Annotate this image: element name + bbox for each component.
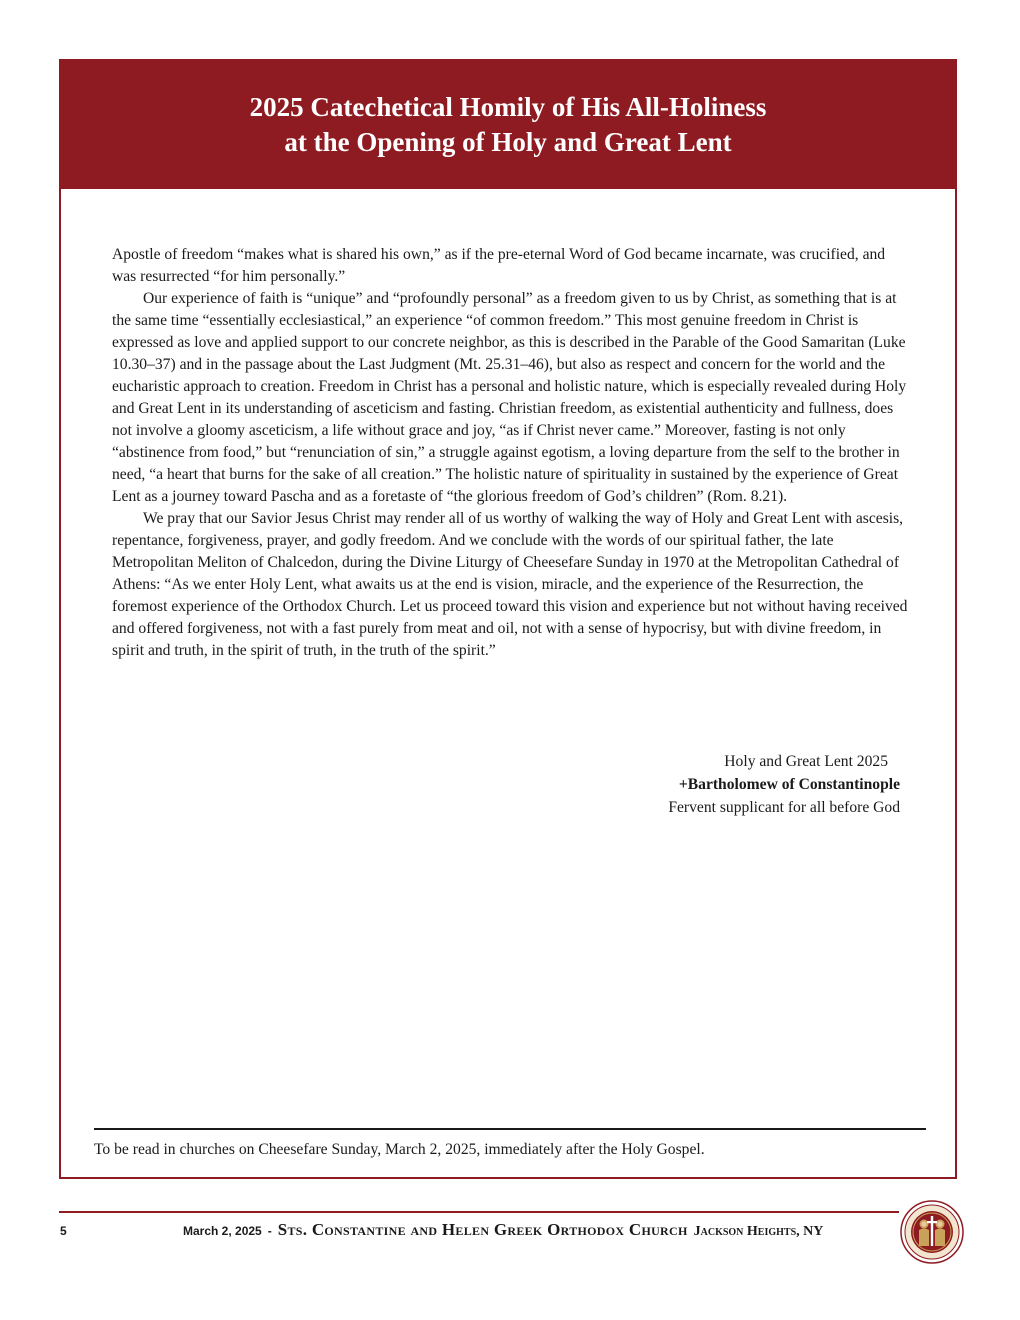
signature-title: Fervent supplicant for all before God [668,799,900,816]
footnote: To be read in churches on Cheesefare Sunday, March 2, 2025, immediately after the Holy Gospel. [94,1141,705,1158]
homily-body [112,244,912,662]
signature-block [560,750,900,819]
signature-name: +Bartholomew of Constantinople [678,776,900,793]
footer-separator: - [267,1224,272,1238]
footer-date: March 2, 2025 [183,1224,262,1238]
footer-line [183,1220,823,1240]
page-title-line-2: at the Opening of Holy and Great Lent [284,127,732,157]
body-paragraph: Apostle of freedom “makes what is shared his own,” as if the pre-eternal Word of God became incarnate, was crucified, and was resurrected “for him personally.” [112,246,886,285]
page-title-line-1: 2025 Catechetical Homily of His All-Holiness [249,92,767,122]
church-seal-icon [900,1200,964,1264]
body-paragraph: Our experience of faith is “unique” and “profoundly personal” as a freedom given to us by Christ, as something that is at the same time “essentially ecclesiastical,” an experience “of common freedom.” This most genuine freedom in Christ is expressed as love and applied support to our concrete neighbor, as this is described in the Parable of the Good Samaritan (Luke 10.30–37) and in the passage about the Last Judgment (Mt. 25.31–46), but also as respect and concern for the world and the eucharistic approach to creation. Freedom in Christ has a personal and holistic nature, which is especially revealed during Holy and Great Lent in its understanding of asceticism and fasting. Christian freedom, as existential authenticity and fullness, does not involve a gloomy asceticism, a life without grace and joy, “as if Christ never came.” Moreover, fasting is not only “abstinence from food,” but “renunciation of sin,” a struggle against egotism, a loving departure from the self to the brother in need, “a heart that burns for the sake of all creation.” The holistic nature of spirituality in sustained by the experience of Great Lent as a journey toward Pascha and as a foretaste of “the glorious freedom of God’s children” (Rom. 8.21). [112,290,907,505]
footnote-divider [94,1128,926,1130]
body-paragraph: We pray that our Savior Jesus Christ may render all of us worthy of walking the way of Holy and Great Lent with ascesis, repentance, forgiveness, prayer, and godly freedom. And we conclude with the words of our spiritual father, the late Metropolitan Meliton of Chalcedon, during the Divine Liturgy of Cheesefare Sunday in 1970 at the Metropolitan Cathedral of Athens: “As we enter Holy Lent, what awaits us at the end is vision, miracle, and the experience of the Resurrection, the foremost experience of the Orthodox Church. Let us proceed toward this vision and experience but not without having received and offered forgiveness, not with a fast purely from meat and oil, not with a sense of hypocrisy, but with divine freedom, in spirit and truth, in the spirit of truth, in the truth of the spirit.” [112,510,908,659]
footer-church-name: Sts. Constantine and Helen Greek Orthodox Church [277,1220,688,1239]
signature-date: Holy and Great Lent 2025 [724,753,888,770]
page-number: 5 [60,1224,67,1238]
footer-location: Jackson Heights, NY [693,1224,824,1239]
footer-divider [59,1211,899,1213]
title-banner [61,61,955,189]
